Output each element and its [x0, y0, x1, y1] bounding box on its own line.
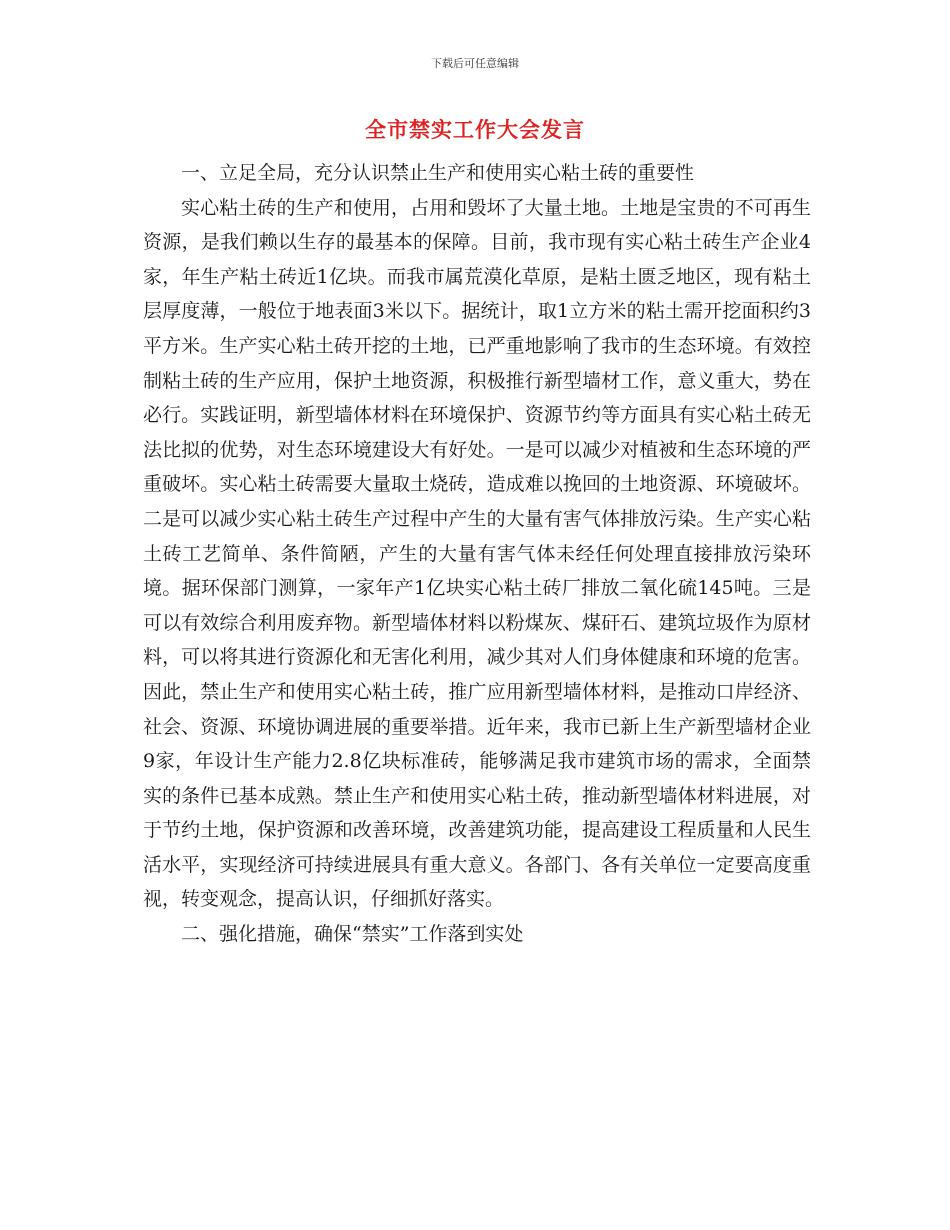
document-body	[143, 156, 811, 952]
section-1-paragraph: 实心粘土砖的生产和使用，占用和毁坏了大量土地。土地是宝贵的不可再生资源，是我们赖以生存的最基本的保障。目前，我市现有实心粘土砖生产企业4家，年生产粘土砖近1亿块。而我市属荒漠化草原，是粘土匮乏地区，现有粘土层厚度薄，一般位于地表面3米以下。据统计，取1立方米的粘土需开挖面积约3平方米。生产实心粘土砖开挖的土地，已严重地影响了我市的生态环境。有效控制粘土砖的生产应用，保护土地资源，积极推行新型墙材工作，意义重大，势在必行。实践证明，新型墙体材料在环境保护、资源节约等方面具有实心粘土砖无法比拟的优势，对生态环境建设大有好处。一是可以减少对植被和生态环境的严重破坏。实心粘土砖需要大量取土烧砖，造成难以挽回的土地资源、环境破坏。二是可以减少实心粘土砖生产过程中产生的大量有害气体排放污染。生产实心粘土砖工艺简单、条件简陋，产生的大量有害气体未经任何处理直接排放污染环境。据环保部门测算，一家年产1亿块实心粘土砖厂排放二氧化硫145吨。三是可以有效综合利用废弃物。新型墙体材料以粉煤灰、煤矸石、建筑垃圾作为原材料，可以将其进行资源化和无害化利用，减少其对人们身体健康和环境的危害。因此，禁止生产和使用实心粘土砖，推广应用新型墙体材料，是推动口岸经济、社会、资源、环境协调进展的重要举措。近年来，我市已新上生产新型墙材企业9家，年设计生产能力2.8亿块标准砖，能够满足我市建筑市场的需求，全面禁实的条件已基本成熟。禁止生产和使用实心粘土砖，推动新型墙体材料进展，对于节约土地，保护资源和改善环境，改善建筑功能，提高建设工程质量和人民生活水平，实现经济可持续进展具有重大意义。各部门、各有关单位一定要高度重视，转变观念，提高认识，仔细抓好落实。	[143, 196, 811, 911]
section-2-heading: 二、强化措施，确保“禁实”工作落到实处	[181, 923, 524, 946]
section-1-heading: 一、立足全局，充分认识禁止生产和使用实心粘土砖的重要性	[181, 162, 695, 184]
header-note: 下载后可任意编辑	[431, 57, 519, 70]
document-title: 全市禁实工作大会发言	[365, 118, 585, 142]
